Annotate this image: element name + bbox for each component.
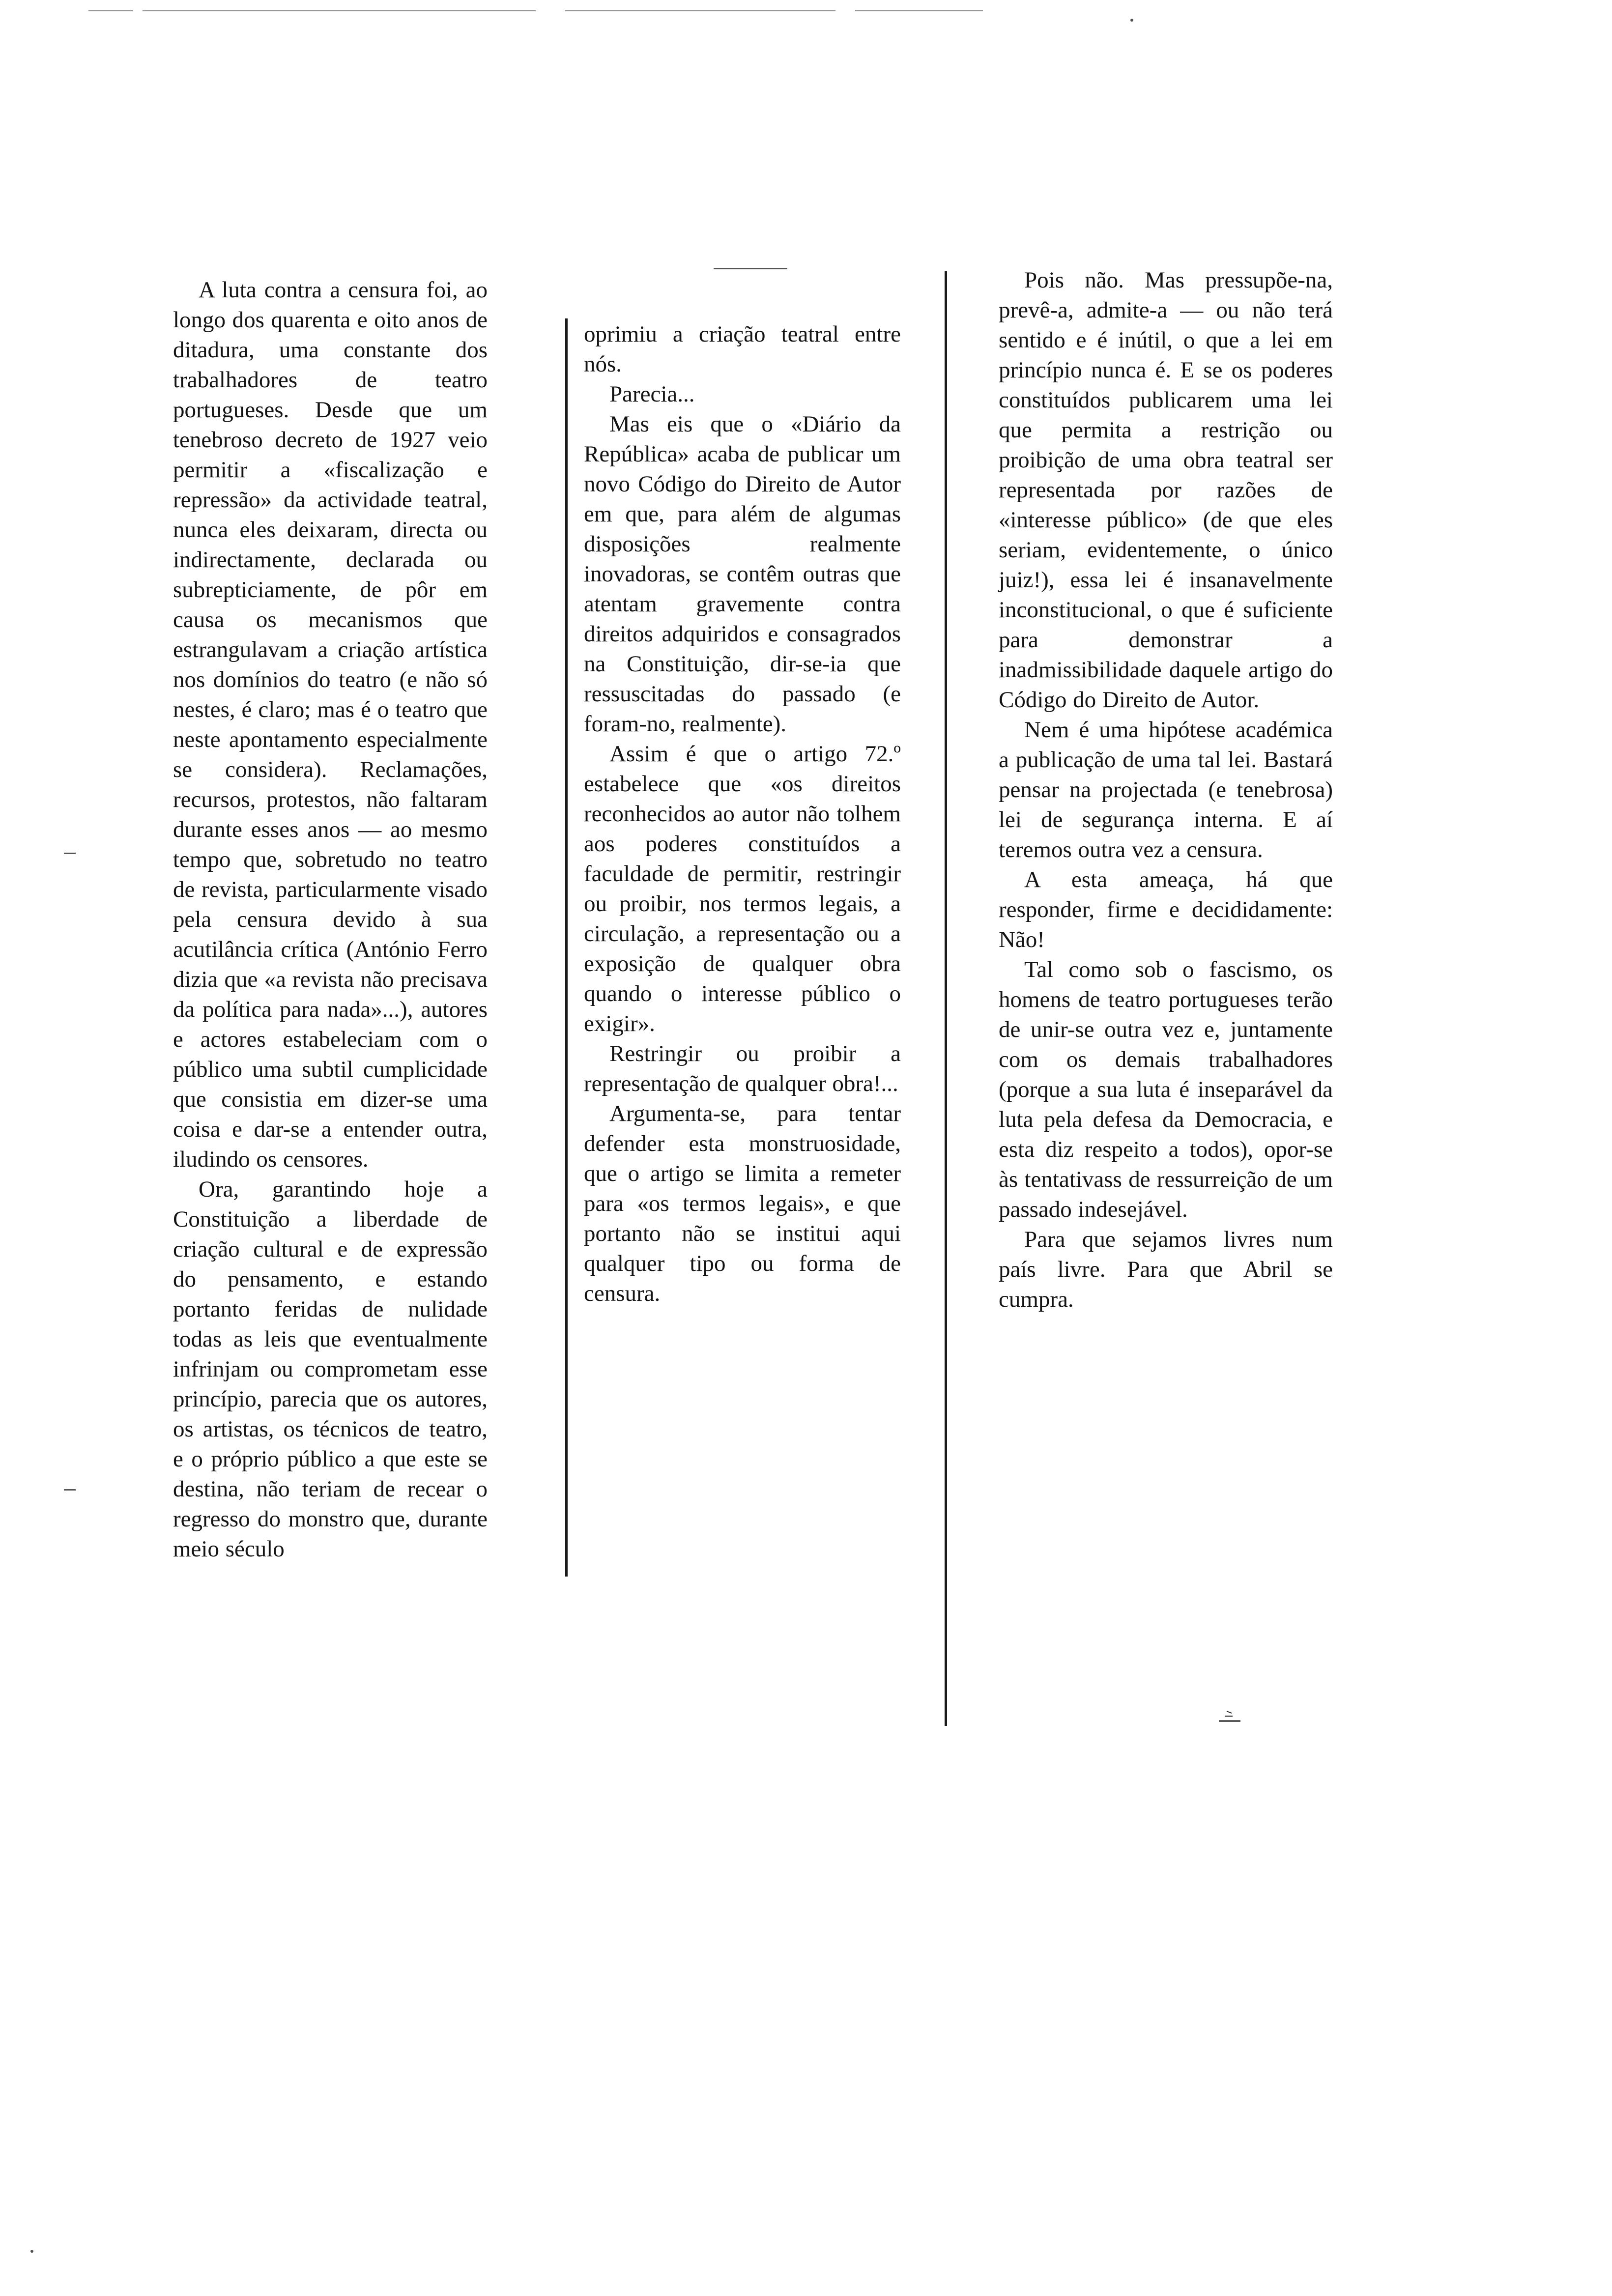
scan-edge-mark bbox=[855, 10, 983, 11]
margin-mark bbox=[64, 1489, 76, 1491]
article-paragraph: Mas eis que o «Diário da República» acaba de publicar um novo Código do Direito de Autor em que, para além de algumas disposições realmente inovadoras, se contêm outras que atentam gravemente contra direitos adquiridos e consagrados na Constituição, dir-se-ia que ressuscitadas do passado (e foram-no, realmente). bbox=[584, 411, 901, 737]
article-paragraph: Parecia... bbox=[609, 381, 695, 407]
scan-edge-mark bbox=[565, 10, 835, 11]
column-divider-right bbox=[945, 271, 947, 1726]
scan-edge-mark bbox=[88, 10, 133, 11]
article-paragraph: Pois não. Mas pressupõe-na, prevê-a, admite-a — ou não terá sentido e é inútil, o que a lei em princípio nunca é. E se os poderes constituídos publicarem uma lei que permita a restrição ou proibição de uma obra teatral ser representada por razões de «interesse público» (de que eles seriam, evidentemente, o único juiz!), essa lei é insanavelmente inconstitucional, o que é suficiente para demonstrar a inadmissibilidade daquele artigo do Código do Direito de Autor. bbox=[999, 267, 1333, 713]
top-center-mark bbox=[714, 268, 787, 269]
scan-edge-mark bbox=[143, 10, 536, 11]
article-paragraph: A esta ameaça, há que responder, firme e decididamente: Não! bbox=[999, 867, 1333, 952]
article-paragraph: Restringir ou proibir a representação de qualquer obra!... bbox=[584, 1041, 901, 1096]
article-column-2 bbox=[584, 319, 901, 1309]
margin-mark bbox=[64, 853, 76, 854]
article-column-3 bbox=[999, 265, 1333, 1315]
article-paragraph: Ora, garantindo hoje a Constituição a liberdade de criação cultural e de expressão do pensamento, e estando portanto feridas de nulidade todas as leis que eventualmente infrinjam ou comprometam esse princípio, parecia que os autores, os artistas, os técnicos de teatro, e o próprio público a que este se destina, não teriam de recear o regresso do monstro que, durante meio século bbox=[173, 1177, 488, 1562]
end-mark-icon bbox=[1218, 1709, 1241, 1723]
article-paragraph: oprimiu a criação teatral entre nós. bbox=[584, 321, 901, 377]
article-column-1 bbox=[173, 275, 488, 1564]
scan-speck bbox=[30, 2250, 33, 2253]
article-paragraph: Nem é uma hipótese académica a publicação de uma tal lei. Bastará pensar na projectada (e tenebrosa) lei de segurança interna. E aí teremos outra vez a censura. bbox=[999, 717, 1333, 862]
article-paragraph: Tal como sob o fascismo, os homens de teatro portugueses terão de unir-se outra vez e, juntamente com os demais trabalhadores (porque a sua luta é inseparável da luta pela defesa da Democracia, e esta diz respeito a todos), opor-se às tentativass de ressurreição de um passado indesejável. bbox=[999, 957, 1333, 1222]
article-paragraph: Assim é que o artigo 72.º estabelece que «os direitos reconhecidos ao autor não tolhem aos poderes constituídos a faculdade de permitir, restringir ou proibir, nos termos legais, a circulação, a representação ou a exposição de qualquer obra quando o interesse público o exigir». bbox=[584, 741, 901, 1036]
scan-speck bbox=[1130, 19, 1133, 22]
column-divider-left bbox=[565, 318, 568, 1577]
article-paragraph: Para que sejamos livres num país livre. Para que Abril se cumpra. bbox=[999, 1227, 1333, 1312]
article-paragraph: A luta contra a censura foi, ao longo dos quarenta e oito anos de ditadura, uma constante dos trabalhadores de teatro portugueses. Desde que um tenebroso decreto de 1927 veio permitir a «fiscalização e repressão» da actividade teatral, nunca eles deixaram, directa ou indirectamente, declarada ou subrepticiamente, de pôr em causa os mecanismos que estrangulavam a criação artística nos domínios do teatro (e não só nestes, é claro; mas é o teatro que neste apontamento especialmente se considera). Reclamações, recursos, protestos, não faltaram durante esses anos — ao mesmo tempo que, sobretudo no teatro de revista, particularmente visado pela censura devido à sua acutilância crítica (António Ferro dizia que «a revista não precisava da política para nada»...), autores e actores estabeleciam com o público uma subtil cumplicidade que consistia em dizer-se uma coisa e dar-se a entender outra, iludindo os censores. bbox=[173, 277, 488, 1172]
article-paragraph: Argumenta-se, para tentar defender esta monstruosidade, que o artigo se limita a remeter para «os termos legais», e que portanto não se institui aqui qualquer tipo ou forma de censura. bbox=[584, 1101, 901, 1306]
